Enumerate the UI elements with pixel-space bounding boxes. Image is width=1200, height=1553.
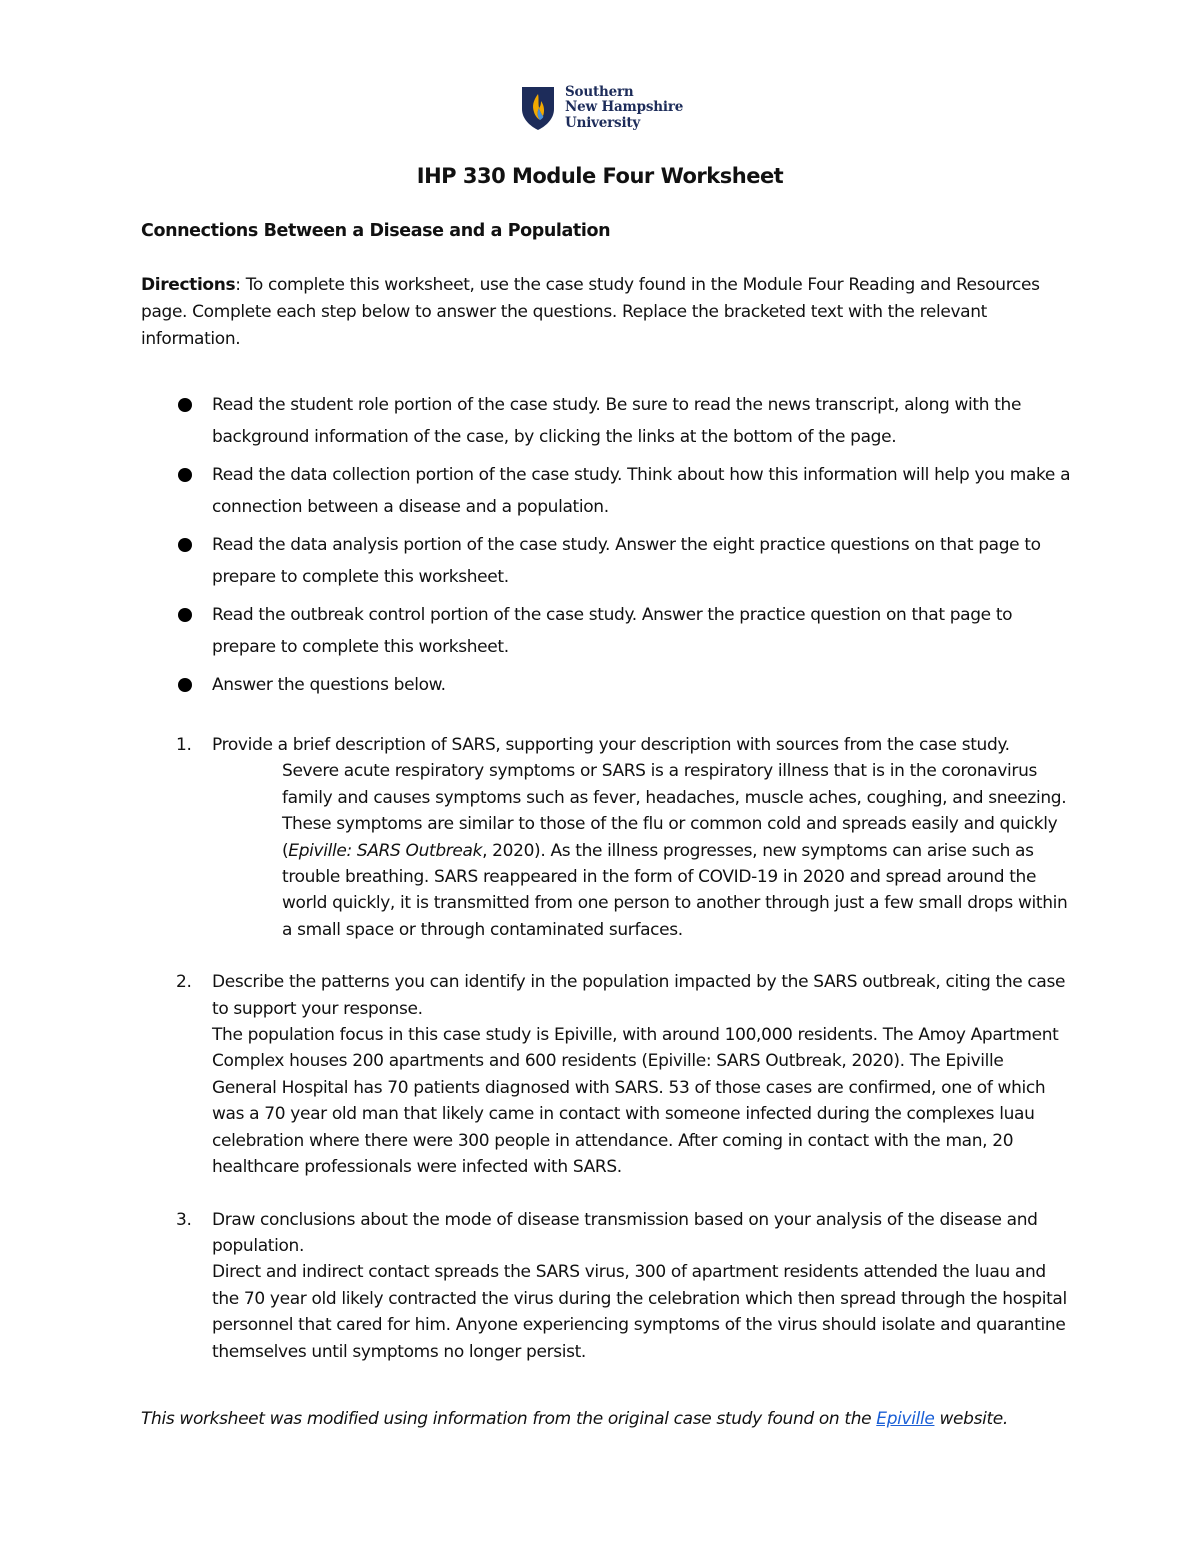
list-item: Read the data analysis portion of the case study. Answer the eight practice questions on that page to prepare to complete this worksheet. [141,529,1071,593]
shield-flame-icon [520,85,556,131]
directions-paragraph [141,272,1061,353]
question-number: 3. [176,1209,192,1230]
question-prompt: Provide a brief description of SARS, supporting your description with sources from the case study. [212,735,1010,755]
university-logo [520,84,683,132]
page-title: IHP 330 Module Four Worksheet [416,164,784,188]
question-answer: Severe acute respiratory symptoms or SARS is a respiratory illness that is in the coronavirus family and causes symptoms such as fever, headaches, muscle aches, coughing, and sneezing. These symptoms are similar to those of the flu or common cold and spreads easily and quickly (Epiville: SARS Outbreak, 2020). As the illness progresses, new symptoms can arise such as trouble breathing. SARS reappeared in the form of COVID-19 in 2020 and spread around the world quickly, it is transmitted from one person to another through just a few small drops within a small space or through contaminated surfaces. [282,761,1068,940]
question-prompt: Draw conclusions about the mode of disease transmission based on your analysis of the disease and population. [212,1209,1038,1256]
bullet-icon [178,608,192,622]
logo-line-3: University [565,114,641,131]
question-prompt: Describe the patterns you can identify in the population impacted by the SARS outbreak, citing the case to support your response. [212,972,1066,1019]
question-answer: Direct and indirect contact spreads the SARS virus, 300 of apartment residents attended the luau and the 70 year old likely contracted the virus during the celebration which then spread through the hospital personnel that cared for him. Anyone experiencing symptoms of the virus should isolate and quarantine themselves until symptoms no longer persist. [212,1262,1067,1362]
question-item [141,732,1071,943]
logo-line-2: New Hampshire [565,99,684,116]
logo-line-1: Southern [565,83,634,100]
question-item [141,969,1071,1180]
footer-note: This worksheet was modified using information from the original case study found on the Epiville website. [141,1409,1008,1429]
question-list [141,732,1071,1391]
directions-label: Directions [141,275,236,295]
bullet-icon [178,678,192,692]
instruction-list [141,389,1071,707]
bullet-icon [178,538,192,552]
list-item: Read the outbreak control portion of the case study. Answer the practice question on that page to prepare to complete this worksheet. [141,599,1071,663]
list-item: Read the student role portion of the case study. Be sure to read the news transcript, along with the background information of the case, by clicking the links at the bottom of the page. [141,389,1071,453]
bullet-icon [178,398,192,412]
question-number: 1. [176,735,192,755]
question-answer: The population focus in this case study is Epiville, with around 100,000 residents. The Amoy Apartment Complex houses 200 apartments and 600 residents (Epiville: SARS Outbreak, 2020). The Epiville General Hospital has 70 patients diagnosed with SARS. 53 of those cases are confirmed, one of which was a 70 year old man that likely came in contact with someone infected during the complexes luau celebration where there were 300 people in attendance. After coming in contact with the man, 20 healthcare professionals were infected with SARS. [212,1025,1059,1178]
epiville-link[interactable]: Epiville [876,1409,935,1429]
question-item [141,1207,1071,1365]
directions-text: : To complete this worksheet, use the case study found in the Module Four Reading and Resources page. Complete each step below to answer the questions. Replace the bracketed text with the relevant information. [141,275,1040,349]
list-item: Read the data collection portion of the case study. Think about how this information will help you make a connection between a disease and a population. [141,459,1071,523]
question-number: 2. [176,972,192,993]
bullet-icon [178,468,192,482]
section-subtitle: Connections Between a Disease and a Population [141,221,611,241]
list-item: Answer the questions below. [141,669,1071,701]
logo-wordmark [565,85,683,132]
